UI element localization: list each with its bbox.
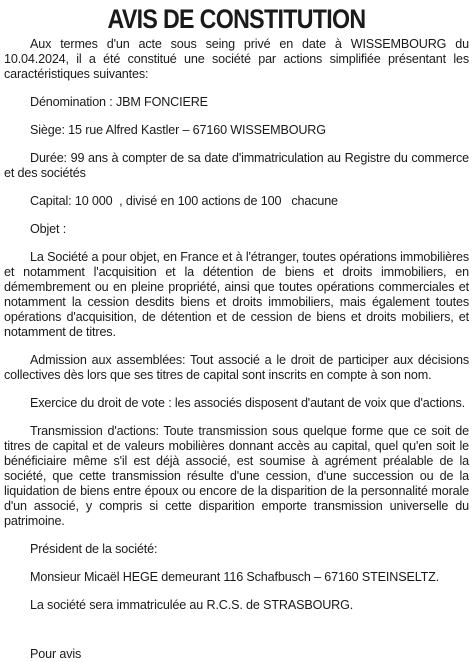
- notice-title: AVIS DE CONSTITUTION: [107, 4, 366, 34]
- president-label: Président de la société:: [30, 542, 158, 556]
- vote-paragraph: Exercice du droit de vote : les associés disposent d'autant de voix que d'actions.: [30, 396, 465, 410]
- siege-line: Siège: 15 rue Alfred Kastler – 67160 WISSEMBOURG: [30, 123, 326, 137]
- admission-paragraph: Admission aux assemblées: Tout associé a le droit de participer aux décisions collectives dès lors que ses titres de capital sont inscrits en compte à son nom.: [4, 353, 469, 382]
- closing-line: Pour avis: [30, 647, 82, 661]
- objet-label: Objet :: [30, 222, 67, 236]
- president-line: Monsieur Micaël HEGE demeurant 116 Schafbusch – 67160 STEINSELTZ.: [30, 570, 440, 584]
- objet-paragraph: La Société a pour objet, en France et à l'étranger, toutes opérations immobilières et notamment l'acquisition et la détention de biens et droits immobiliers, en démembrement ou en pleine propriété, ainsi que toutes opérations commerciales et notamment la cession desdits biens et droits immobiliers, mais également toutes opérations d'acquisition, de détention et de cession de biens et droits mobiliers, et notamment de titres.: [4, 250, 469, 339]
- intro-paragraph: Aux termes d'un acte sous seing privé en date à WISSEMBOURG du 10.04.2024, il a été constitué une société par actions simplifiée présentant les caractéristiques suivantes:: [4, 37, 469, 81]
- duree-paragraph: Durée: 99 ans à compter de sa date d'immatriculation au Registre du commerce et des sociétés: [4, 151, 469, 180]
- capital-line: Capital: 10 000 , divisé en 100 actions de 100 chacune: [30, 194, 338, 208]
- notice-body: [4, 34, 469, 662]
- denomination-line: Dénomination : JBM FONCIERE: [30, 95, 208, 109]
- rcs-line: La société sera immatriculée au R.C.S. de STRASBOURG.: [30, 598, 354, 612]
- transmission-paragraph: Transmission d'actions: Toute transmission sous quelque forme que ce soit de titres de capital et de valeurs mobilières donnant accès au capital, quel qu'en soit le bénéficiaire même s'il est déjà associé, est soumise à agrément préalable de la société, que cette transmission résulte d'une cession, d'une succession ou de la liquidation de biens entre époux ou encore de la disparition de la personnalité morale d'un associé, y compris si cette disparition emporte transmission universelle du patrimoine.: [4, 424, 469, 528]
